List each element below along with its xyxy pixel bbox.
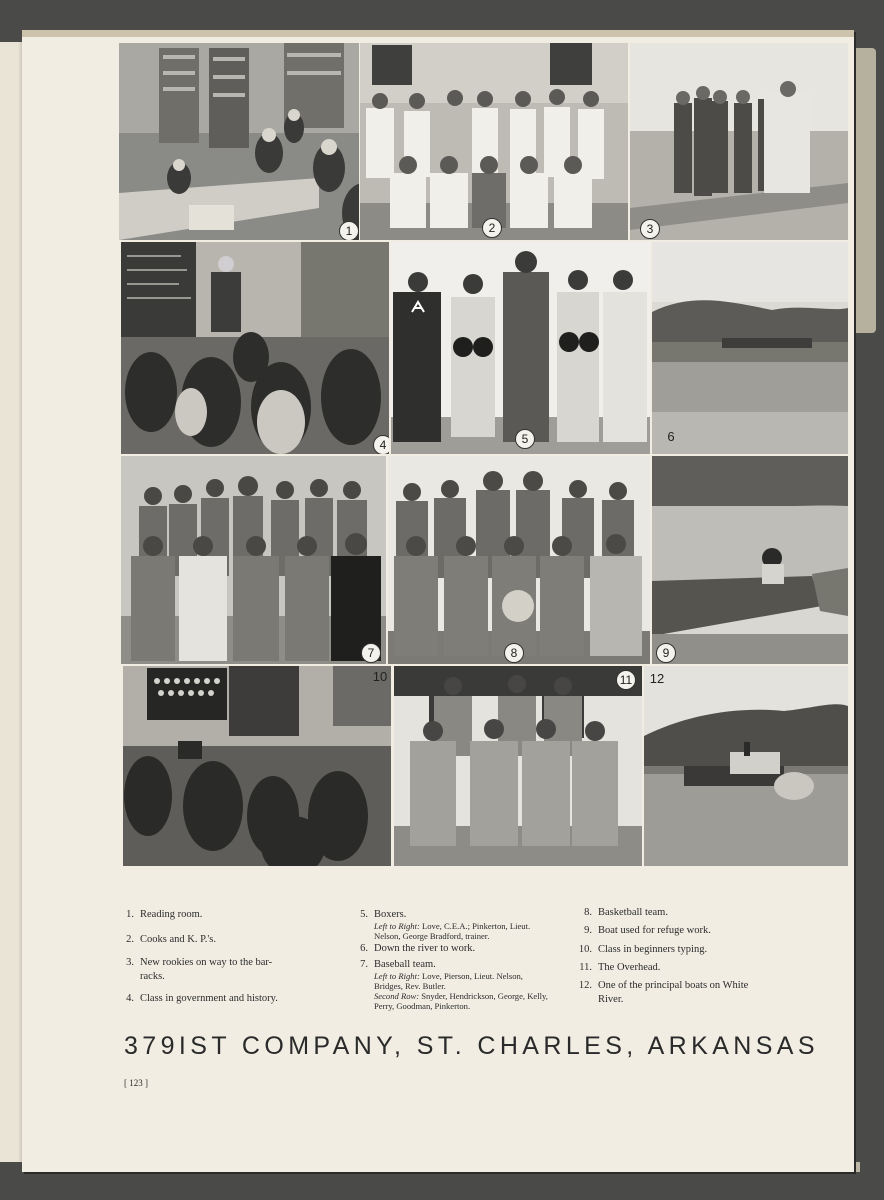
caption-7: 7. Baseball team. Left to Right: Love, Pierson, Lieut. Nelson, Bridges, Rev. Butler. Second Row: Snyder, Hendrickson, George, Kelly, Perry, Goodman, Pinkerton.: [360, 959, 548, 1011]
photo-number-7: 7: [361, 643, 381, 663]
photo-reading-room: [119, 43, 359, 240]
caption-9: 9. Boat used for refuge work.: [584, 925, 711, 936]
photo-government-class: [121, 242, 389, 454]
photo-boxers: [391, 242, 650, 454]
photo-refuge-boat: [652, 456, 848, 664]
photo-number-2: 2: [482, 218, 502, 238]
photo-number-8: 8: [504, 643, 524, 663]
photo-the-overhead: [394, 666, 642, 866]
photo-number-1: 1: [339, 221, 359, 240]
photo-number-12: 12: [649, 671, 665, 686]
photo-number-11: 11: [616, 670, 636, 690]
page-title: 379IST COMPANY, ST. CHARLES, ARKANSAS: [124, 1032, 819, 1060]
page-number: [ 123 ]: [124, 1078, 148, 1088]
photo-number-3: 3: [640, 219, 660, 239]
photo-number-6: 6: [667, 429, 675, 444]
photo-white-river-boat: [644, 666, 848, 866]
caption-6: 6. Down the river to work.: [360, 943, 476, 954]
page-edge-tab: [852, 48, 876, 333]
photo-down-river: [652, 242, 848, 454]
caption-8: 8. Basketball team.: [584, 907, 668, 918]
photo-number-5: 5: [515, 429, 535, 449]
photo-basketball-team: [388, 456, 650, 664]
photo-baseball-team: [121, 456, 386, 664]
photo-typing-class: [123, 666, 391, 866]
caption-10: 10. Class in beginners typing.: [578, 944, 708, 955]
photo-number-4: 4: [373, 435, 389, 454]
photo-cooks-kps: [360, 43, 628, 240]
caption-11: 11. The Overhead.: [579, 962, 661, 973]
caption-2: 2. Cooks and K. P.'s.: [126, 934, 216, 945]
caption-1: 1. Reading room.: [126, 909, 203, 920]
caption-4: 4. Class in government and history.: [126, 993, 278, 1004]
photo-number-9: 9: [656, 643, 676, 663]
caption-12: 12. One of the principal boats on White River.: [578, 980, 749, 1006]
photo-number-10: 10: [372, 669, 388, 684]
photo-new-rookies: [630, 43, 848, 240]
caption-5: 5. Boxers. Left to Right: Love, C.E.A.; Pinkerton, Lieut. Nelson, George Bradford, trainer.: [360, 909, 531, 942]
caption-3: 3. New rookies on way to the bar- racks.: [126, 957, 273, 983]
